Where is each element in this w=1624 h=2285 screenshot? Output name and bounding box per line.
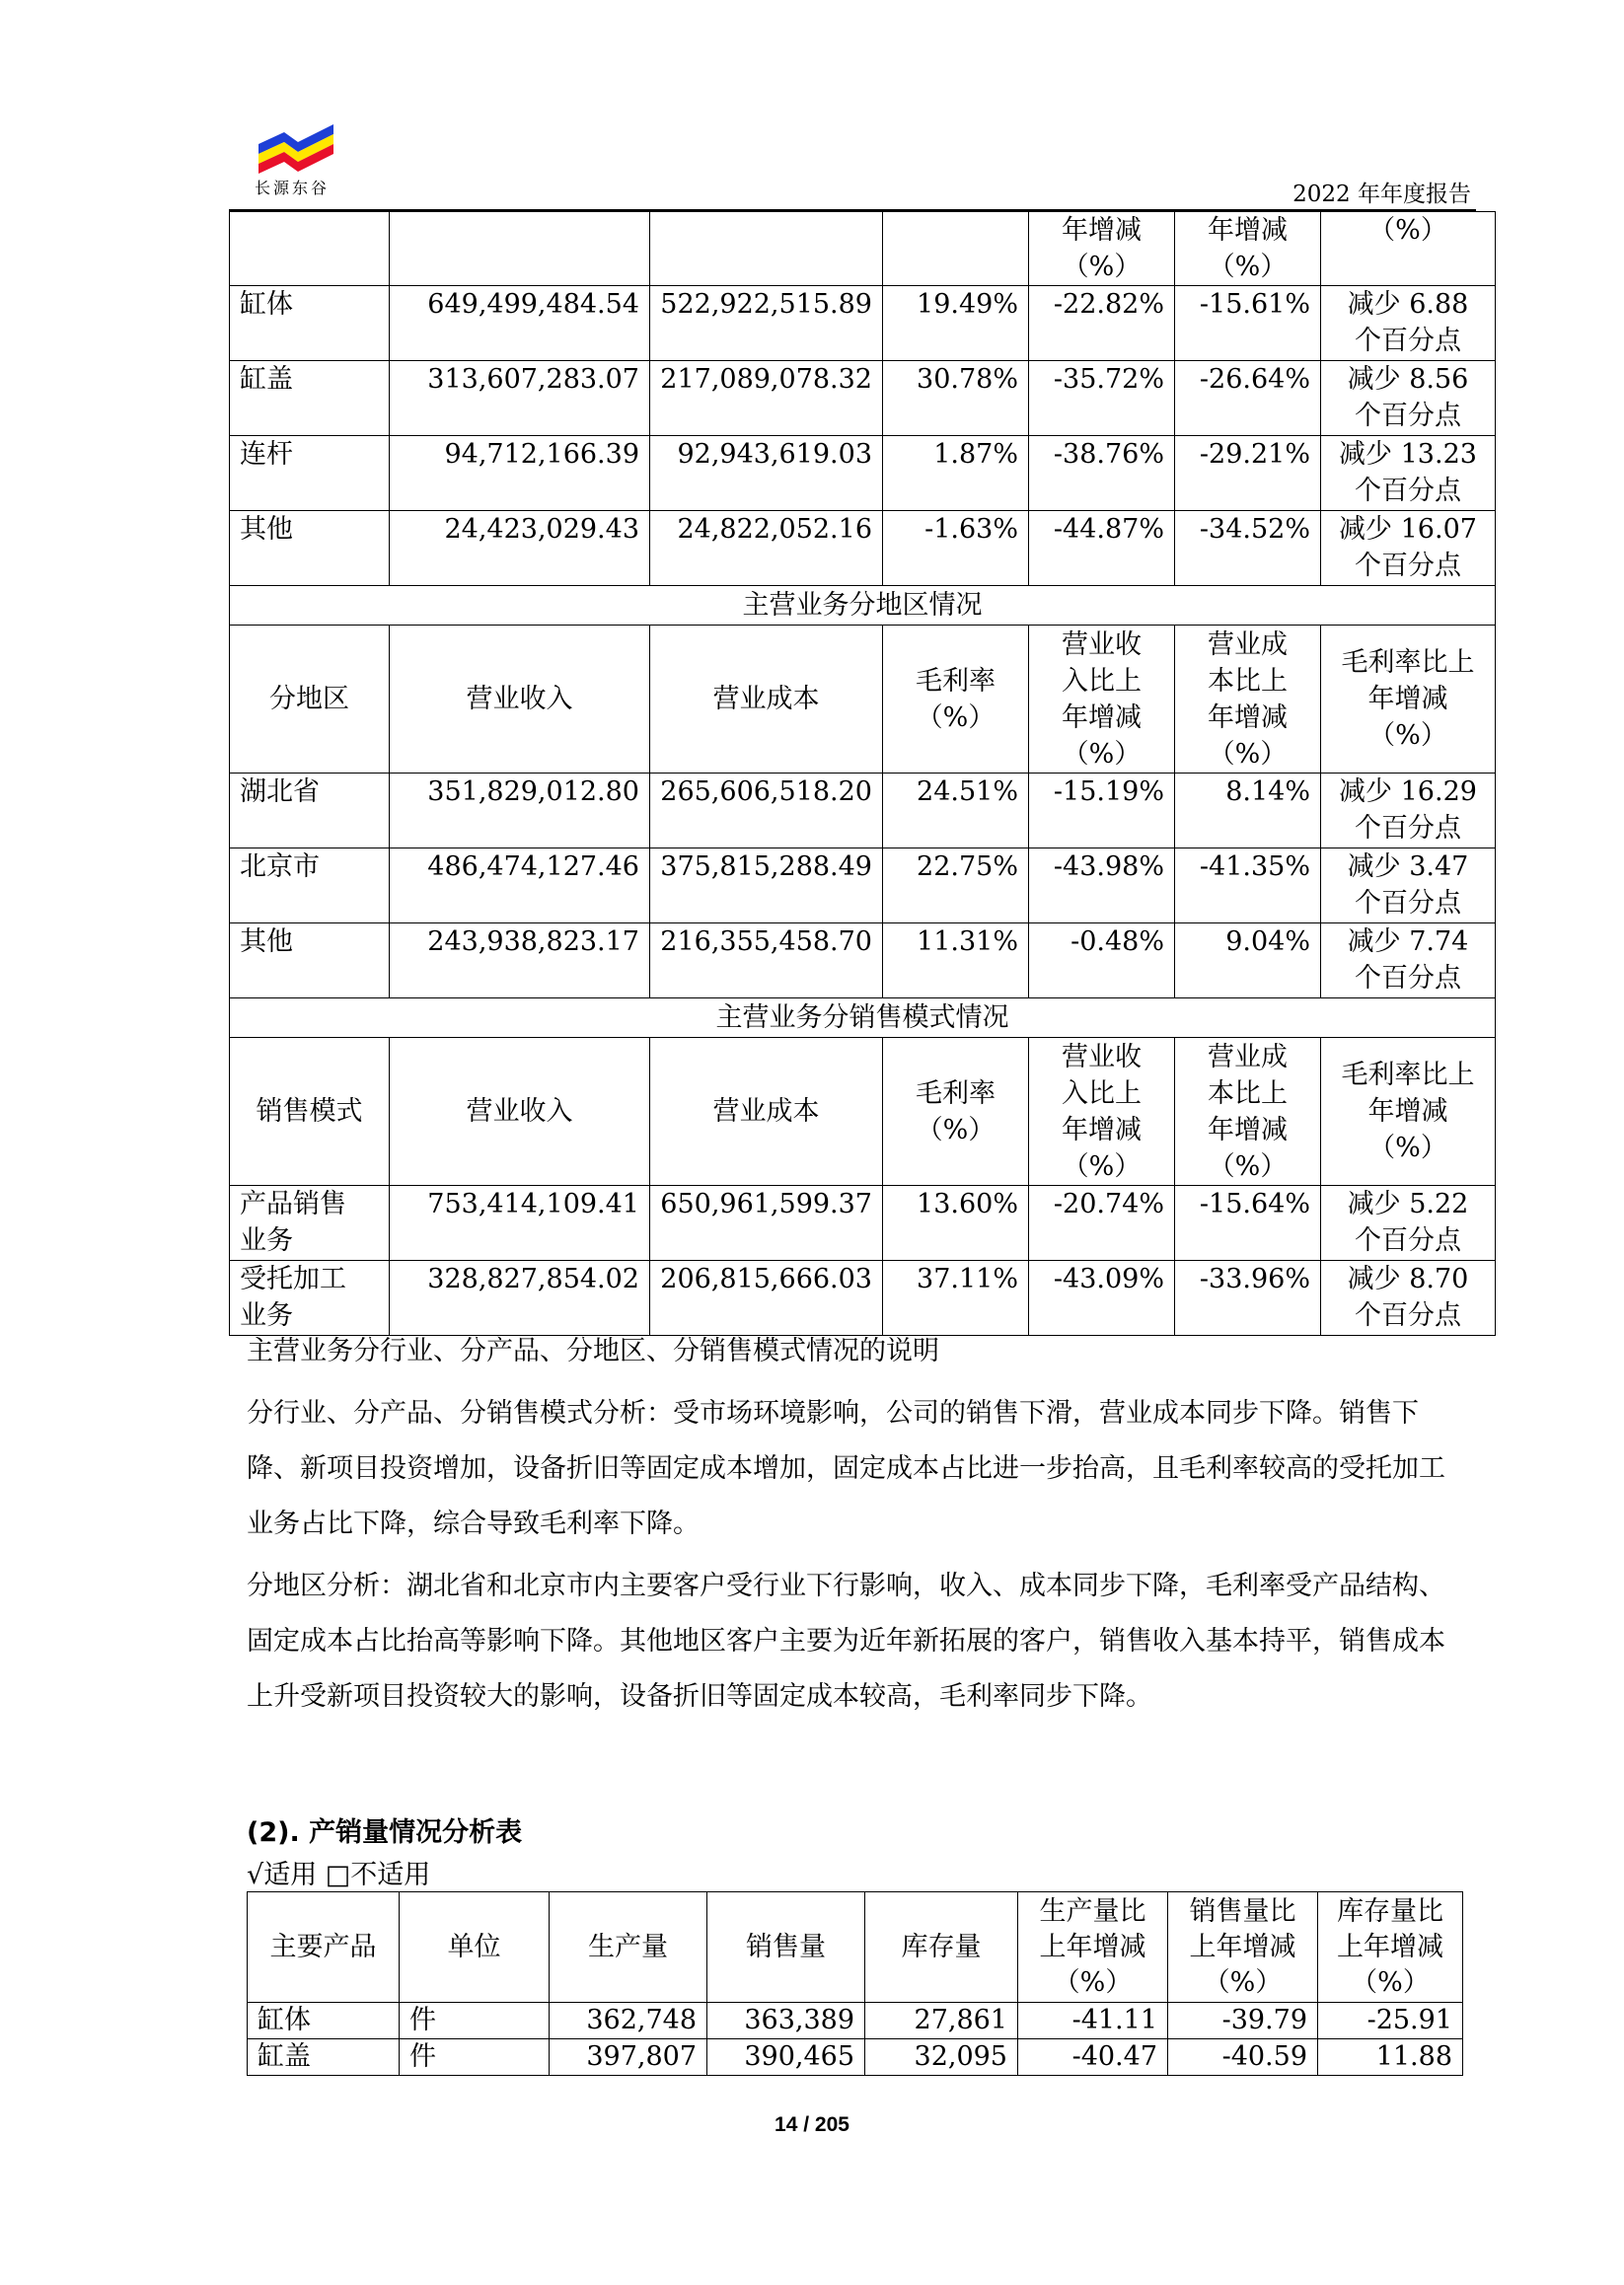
cost-change-cell: -33.96% [1175, 1261, 1321, 1336]
data-cell: 缸体 [248, 2003, 400, 2039]
revenue-change-cell: -38.76% [1029, 436, 1175, 511]
data-cell: 件 [400, 2039, 550, 2076]
revenue-cell: 486,474,127.46 [390, 848, 650, 923]
revenue-cell: 94,712,166.39 [390, 436, 650, 511]
region-section-row [230, 586, 1496, 626]
page-number: 14 / 205 [775, 2113, 849, 2136]
gross-margin-cell: 22.75% [883, 848, 1029, 923]
table-row [230, 361, 1496, 436]
header-cell: 年增减 （%） [1175, 212, 1321, 286]
revenue-cell: 649,499,484.54 [390, 286, 650, 361]
table-row [230, 436, 1496, 511]
cost-cell: 522,922,515.89 [650, 286, 883, 361]
revenue-change-cell: -0.48% [1029, 923, 1175, 998]
header-cell [883, 212, 1029, 286]
revenue-change-cell: -20.74% [1029, 1186, 1175, 1261]
data-cell: 11.88 [1318, 2039, 1463, 2076]
table-row [230, 774, 1496, 848]
header-cell: 生产量 [550, 1892, 707, 2003]
header-cell: 营业收 入比上 年增减 （%） [1029, 626, 1175, 774]
cost-change-cell: -29.21% [1175, 436, 1321, 511]
header-cell: 营业收入 [390, 626, 650, 774]
gross-margin-cell: 11.31% [883, 923, 1029, 998]
table-row [230, 923, 1496, 998]
cost-cell: 92,943,619.03 [650, 436, 883, 511]
header-cell: 年增减 （%） [1029, 212, 1175, 286]
table-row [230, 1261, 1496, 1336]
data-cell: -39.79 [1168, 2003, 1318, 2039]
header-cell: 毛利率比上 年增减 （%） [1321, 1038, 1496, 1186]
revenue-cell: 351,829,012.80 [390, 774, 650, 848]
cost-change-cell: -15.64% [1175, 1186, 1321, 1261]
header-cell: 营业收入 [390, 1038, 650, 1186]
margin-change-cell: 减少 6.88 个百分点 [1321, 286, 1496, 361]
table-row-continued-header [230, 212, 1496, 286]
margin-change-cell: 减少 8.56 个百分点 [1321, 361, 1496, 436]
cost-change-cell: -15.61% [1175, 286, 1321, 361]
margin-change-cell: 减少 16.29 个百分点 [1321, 774, 1496, 848]
data-cell: 缸盖 [248, 2039, 400, 2076]
gross-margin-cell: 24.51% [883, 774, 1029, 848]
data-cell: -40.59 [1168, 2039, 1318, 2076]
header-cell: 生产量比 上年增减 （%） [1018, 1892, 1168, 2003]
data-cell: 397,807 [550, 2039, 707, 2076]
cost-cell: 265,606,518.20 [650, 774, 883, 848]
section-heading: 主营业务分地区情况 [230, 586, 1496, 626]
header-cell: 分地区 [230, 626, 390, 774]
table-row [248, 2039, 1463, 2076]
label-cell: 缸体 [230, 286, 390, 361]
margin-change-cell: 减少 8.70 个百分点 [1321, 1261, 1496, 1336]
header-cell: 毛利率 （%） [883, 1038, 1029, 1186]
label-cell: 北京市 [230, 848, 390, 923]
label-cell: 产品销售 业务 [230, 1186, 390, 1261]
revenue-change-cell: -35.72% [1029, 361, 1175, 436]
label-cell: 受托加工 业务 [230, 1261, 390, 1336]
data-cell: 27,861 [865, 2003, 1018, 2039]
data-cell: -25.91 [1318, 2003, 1463, 2039]
table-row [230, 848, 1496, 923]
revenue-cell: 753,414,109.41 [390, 1186, 650, 1261]
main-business-table [229, 211, 1496, 1336]
table-header-row [230, 626, 1496, 774]
cost-change-cell: 9.04% [1175, 923, 1321, 998]
data-cell: -40.47 [1018, 2039, 1168, 2076]
header-cell [650, 212, 883, 286]
cost-change-cell: -34.52% [1175, 511, 1321, 586]
header-cell [230, 212, 390, 286]
data-cell: 362,748 [550, 2003, 707, 2039]
explanation-paragraph-2: 分地区分析：湖北省和北京市内主要客户受行业下行影响，收入、成本同步下降，毛利率受产品结构、固定成本占比抬高等影响下降。其他地区客户主要为近年新拓展的客户，销售收入基本持平，销售成本上升受新项目投资较大的影响，设备折旧等固定成本较高，毛利率同步下降。 [247, 1571, 1445, 1712]
revenue-change-cell: -43.98% [1029, 848, 1175, 923]
header-cell: 单位 [400, 1892, 550, 2003]
table-row [230, 286, 1496, 361]
table-row [248, 2003, 1463, 2039]
report-title: 2022 年年度报告 [1292, 182, 1471, 207]
margin-change-cell: 减少 16.07 个百分点 [1321, 511, 1496, 586]
header-cell: 库存量比 上年增减 （%） [1318, 1892, 1463, 2003]
gross-margin-cell: 1.87% [883, 436, 1029, 511]
revenue-cell: 328,827,854.02 [390, 1261, 650, 1336]
applicable-checkbox-text: √适用 □不适用 [247, 1860, 431, 1890]
data-cell: 390,465 [707, 2039, 865, 2076]
header-cell: 营业成本 [650, 626, 883, 774]
header-cell: 销售模式 [230, 1038, 390, 1186]
revenue-change-cell: -22.82% [1029, 286, 1175, 361]
cost-cell: 24,822,052.16 [650, 511, 883, 586]
table-row [230, 511, 1496, 586]
table-row [230, 1186, 1496, 1261]
section-title: (2). 产销量情况分析表 [247, 1817, 523, 1848]
header-cell: 营业成 本比上 年增减 （%） [1175, 626, 1321, 774]
data-cell: 32,095 [865, 2039, 1018, 2076]
label-cell: 缸盖 [230, 361, 390, 436]
label-cell: 其他 [230, 923, 390, 998]
section-heading: 主营业务分销售模式情况 [230, 998, 1496, 1038]
revenue-cell: 313,607,283.07 [390, 361, 650, 436]
margin-change-cell: 减少 5.22 个百分点 [1321, 1186, 1496, 1261]
gross-margin-cell: 19.49% [883, 286, 1029, 361]
header-cell: 营业成本 [650, 1038, 883, 1186]
logo-text: 长源东谷 [255, 179, 331, 197]
margin-change-cell: 减少 13.23 个百分点 [1321, 436, 1496, 511]
revenue-change-cell: -43.09% [1029, 1261, 1175, 1336]
revenue-change-cell: -15.19% [1029, 774, 1175, 848]
cost-cell: 375,815,288.49 [650, 848, 883, 923]
sales-section-row [230, 998, 1496, 1038]
data-cell: 363,389 [707, 2003, 865, 2039]
cost-cell: 206,815,666.03 [650, 1261, 883, 1336]
header-cell: 毛利率 （%） [883, 626, 1029, 774]
cost-change-cell: -26.64% [1175, 361, 1321, 436]
header-cell: 销售量 [707, 1892, 865, 2003]
table-header-row [248, 1892, 1463, 2003]
cost-change-cell: -41.35% [1175, 848, 1321, 923]
label-cell: 湖北省 [230, 774, 390, 848]
header-cell: （%） [1321, 212, 1496, 286]
gross-margin-cell: 13.60% [883, 1186, 1029, 1261]
data-cell: -41.11 [1018, 2003, 1168, 2039]
revenue-cell: 24,423,029.43 [390, 511, 650, 586]
cost-change-cell: 8.14% [1175, 774, 1321, 848]
header-cell: 主要产品 [248, 1892, 400, 2003]
label-cell: 连杆 [230, 436, 390, 511]
gross-margin-cell: 37.11% [883, 1261, 1029, 1336]
header-cell [390, 212, 650, 286]
revenue-change-cell: -44.87% [1029, 511, 1175, 586]
production-sales-table [247, 1891, 1463, 2076]
margin-change-cell: 减少 3.47 个百分点 [1321, 848, 1496, 923]
gross-margin-cell: 30.78% [883, 361, 1029, 436]
explanation-paragraph-1: 分行业、分产品、分销售模式分析：受市场环境影响，公司的销售下滑，营业成本同步下降。销售下降、新项目投资增加，设备折旧等固定成本增加，固定成本占比进一步抬高，且毛利率较高的受托加工业务占比下降，综合导致毛利率下降。 [247, 1398, 1445, 1539]
header-cell: 库存量 [865, 1892, 1018, 2003]
header-cell: 毛利率比上 年增减 （%） [1321, 626, 1496, 774]
margin-change-cell: 减少 7.74 个百分点 [1321, 923, 1496, 998]
table-header-row [230, 1038, 1496, 1186]
cost-cell: 650,961,599.37 [650, 1186, 883, 1261]
gross-margin-cell: -1.63% [883, 511, 1029, 586]
cost-cell: 217,089,078.32 [650, 361, 883, 436]
header-cell: 营业成 本比上 年增减 （%） [1175, 1038, 1321, 1186]
cost-cell: 216,355,458.70 [650, 923, 883, 998]
header-cell: 销售量比 上年增减 （%） [1168, 1892, 1318, 2003]
header-cell: 营业收 入比上 年增减 （%） [1029, 1038, 1175, 1186]
label-cell: 其他 [230, 511, 390, 586]
revenue-cell: 243,938,823.17 [390, 923, 650, 998]
data-cell: 件 [400, 2003, 550, 2039]
explanation-title: 主营业务分行业、分产品、分地区、分销售模式情况的说明 [247, 1336, 939, 1366]
